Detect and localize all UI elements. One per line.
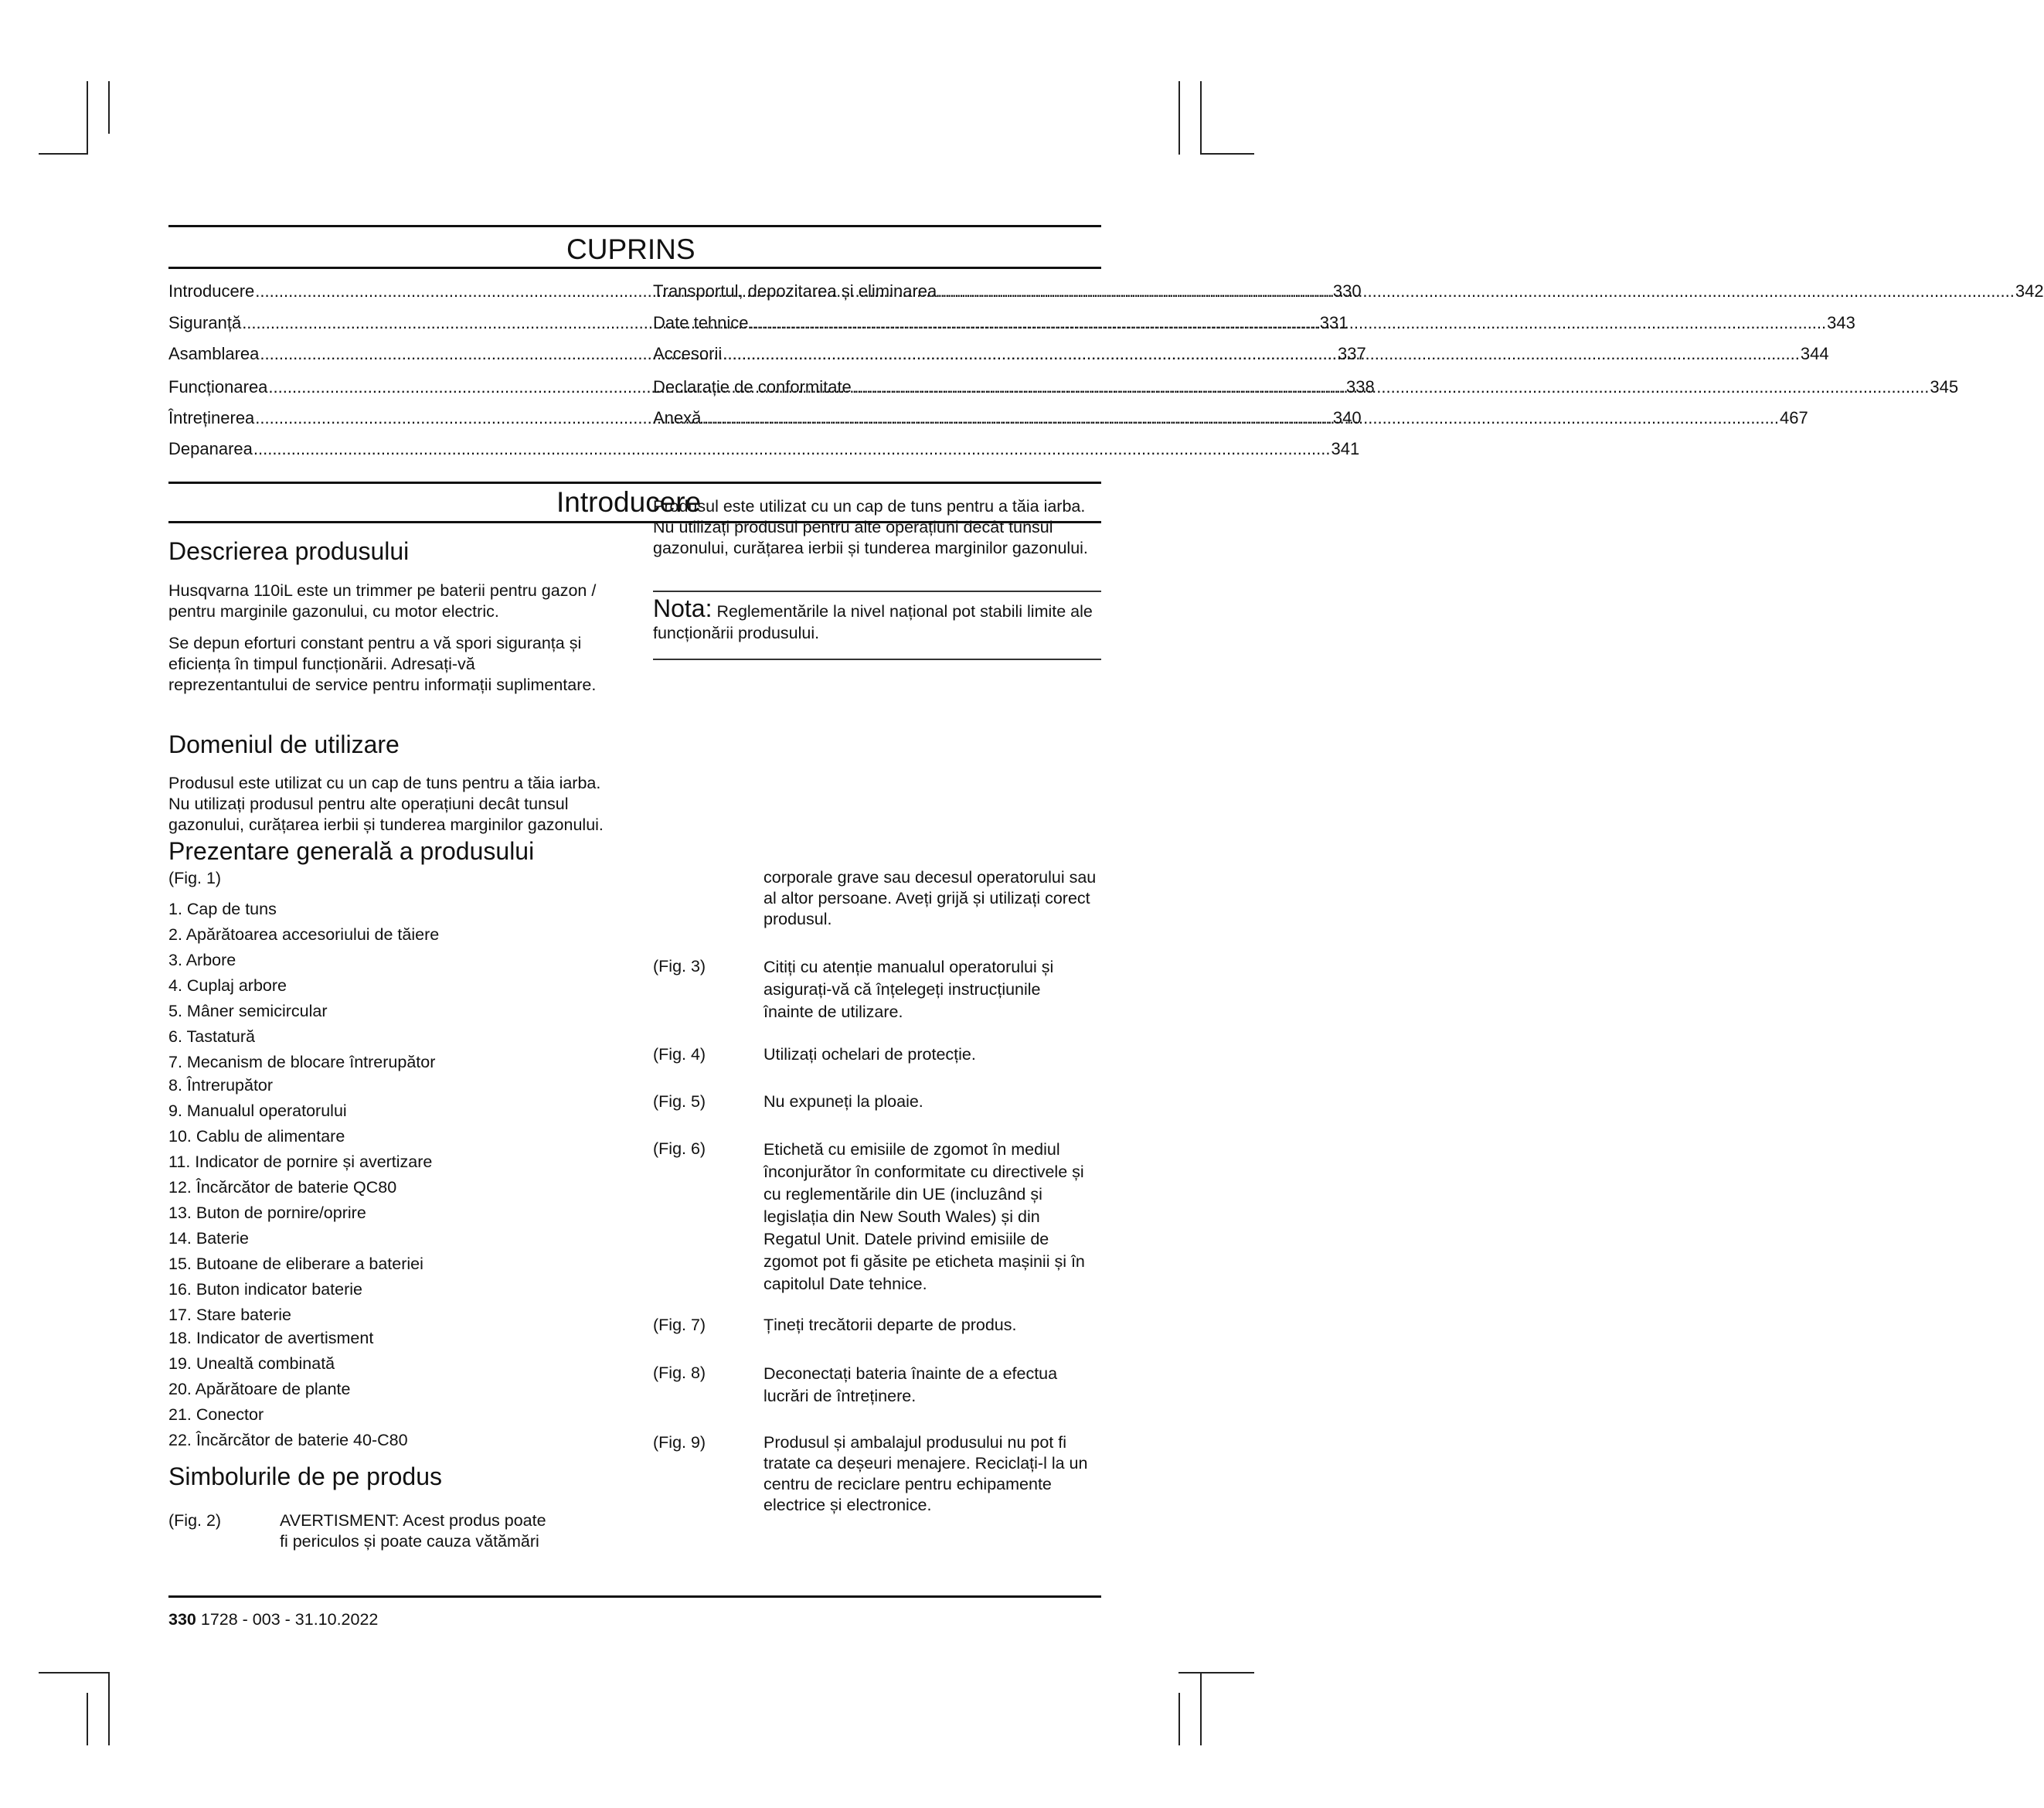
- toc-entry[interactable]: Depanarea ..... 341: [168, 438, 617, 461]
- list-item: 3. Arbore: [168, 951, 236, 969]
- fig-ref: (Fig. 9): [653, 1433, 706, 1452]
- list-item: 13. Buton de pornire/oprire: [168, 1204, 366, 1222]
- list-item: 5. Mâner semicircular: [168, 1002, 328, 1020]
- doc-code: 1728 - 003 - 31.10.2022: [200, 1610, 379, 1629]
- fig-ref: (Fig. 5): [653, 1092, 706, 1111]
- symbol-text: Etichetă cu emisiile de zgomot în mediul înconjurător în conformitate cu directivele și cu reglementările din UE (incluzând și legislația din New South Wales) și din Regatul Unit. Datele privind emisiile de zgomot pot fi găsite pe eticheta mașinii și în capitolul Date tehnice.: [764, 1140, 1085, 1293]
- list-item: 14. Baterie: [168, 1229, 249, 1248]
- list-item: 19. Unealtă combinată: [168, 1354, 335, 1373]
- toc-entry[interactable]: Introducere ..... 330: [168, 280, 617, 303]
- page-number: 330: [168, 1610, 196, 1629]
- symbol-text: Produsul și ambalajul produsului nu pot fi tratate ca deșeuri menajere. Reciclați-l la un centru de reciclare pentru echipamente electrice și electronice.: [764, 1433, 1088, 1514]
- list-item: 15. Butoane de eliberare a bateriei: [168, 1255, 423, 1273]
- list-item: 6. Tastatură: [168, 1027, 255, 1046]
- list-item: 20. Apărătoare de plante: [168, 1380, 351, 1398]
- fig-ref: (Fig. 6): [653, 1139, 706, 1158]
- footer: [168, 1609, 378, 1630]
- descriere-paragraph-2: Se depun eforturi constant pentru a vă spori siguranța și eficiența în timpul funcționării. Adresați-vă reprezentantului de service pentru informații suplimentare.: [168, 634, 597, 694]
- intro-title: Introducere: [556, 486, 702, 518]
- list-item: 10. Cablu de alimentare: [168, 1127, 345, 1146]
- fig-ref: (Fig. 2): [168, 1511, 222, 1530]
- fig-ref: (Fig. 7): [653, 1316, 706, 1334]
- overview-heading: Prezentare generală a produsului: [168, 837, 535, 865]
- list-item: 7. Mecanism de blocare întrerupător: [168, 1053, 436, 1071]
- nota-block: [653, 594, 1097, 644]
- toc-entry[interactable]: Asamblarea ..... 337: [168, 342, 617, 366]
- toc-entry[interactable]: Date tehnice ..... 343: [653, 312, 1101, 335]
- toc-entry[interactable]: Anexă ..... 467: [653, 407, 1101, 430]
- domeniu-paragraph-continued: [653, 497, 1097, 580]
- domeniu-paragraph: Produsul este utilizat cu un cap de tuns pentru a tăia iarba. Nu utilizați produsul pentru alte operațiuni decât tunsul gazonului, curățarea ierbii și tunderea marginilor gazonului.: [168, 774, 604, 834]
- list-item: 18. Indicator de avertisment: [168, 1329, 374, 1347]
- toc-bottom-rule: [168, 267, 1101, 269]
- symbol-text: Nu expuneți la ploaie.: [764, 1092, 923, 1111]
- fig-ref: (Fig. 3): [653, 957, 706, 976]
- intro-top-rule: [168, 482, 1101, 484]
- list-item: 16. Buton indicator baterie: [168, 1280, 362, 1299]
- symbol-text: Țineți trecătorii departe de produs.: [764, 1316, 1017, 1334]
- list-item: 2. Apărătoarea accesoriului de tăiere: [168, 925, 440, 944]
- toc-title: CUPRINS: [566, 233, 696, 265]
- list-item: 4. Cuplaj arbore: [168, 976, 287, 995]
- fig-ref: (Fig. 8): [653, 1364, 706, 1382]
- list-item: 11. Indicator de pornire și avertizare: [168, 1153, 433, 1171]
- nota-bottom-rule: [653, 659, 1101, 660]
- nota-label: Nota:: [653, 594, 713, 622]
- list-item: 12. Încărcător de baterie QC80: [168, 1178, 397, 1197]
- toc-top-rule: [168, 225, 1101, 227]
- toc-entry[interactable]: Accesorii ..... 344: [653, 342, 1101, 366]
- symbol-text: Deconectați bateria înainte de a efectua lucrări de întreținere.: [764, 1364, 1058, 1405]
- symbol-text: Utilizați ochelari de protecție.: [764, 1045, 976, 1064]
- overview-fig-ref: (Fig. 1): [168, 869, 222, 887]
- descriere-paragraph-1: Husqvarna 110iL este un trimmer pe baterii pentru gazon / pentru marginile gazonului, cu motor electric.: [168, 581, 597, 621]
- toc-entry[interactable]: Întreținerea ..... 340: [168, 407, 617, 430]
- domeniu-heading: Domeniul de utilizare: [168, 730, 400, 758]
- list-item: 17. Stare baterie: [168, 1306, 291, 1324]
- nota-top-rule: [653, 591, 1101, 592]
- symbol-text: Citiți cu atenție manualul operatorului și asigurați-vă că înțelegeți instrucțiunile înainte de utilizare.: [764, 958, 1054, 1021]
- symbol-text-part2: corporale grave sau decesul operatorului sau al altor persoane. Aveți grijă și utilizați corect produsul.: [764, 868, 1097, 928]
- symbols-heading: Simbolurile de pe produs: [168, 1462, 442, 1490]
- list-item: 8. Întrerupător: [168, 1076, 274, 1095]
- descriere-heading: Descrierea produsului: [168, 537, 410, 565]
- list-item: 21. Conector: [168, 1405, 264, 1424]
- toc-entry[interactable]: Transportul, depozitarea și eliminarea ..... 342: [653, 280, 1101, 303]
- fig-ref: (Fig. 4): [653, 1045, 706, 1064]
- nota-text: Reglementările la nivel național pot stabili limite ale funcționării produsului.: [653, 602, 1093, 642]
- list-item: 1. Cap de tuns: [168, 900, 277, 918]
- toc-entry[interactable]: Declarație de conformitate ..... 345: [653, 376, 1101, 399]
- domeniu-continued-flow: Produsul este utilizat cu un cap de tuns pentru a tăia iarba. Nu utilizați produsul pentru alte operațiuni decât tunsul gazonului, curățarea ierbii și tunderea marginilor gazonului.: [653, 497, 1088, 557]
- symbol-text-part1: AVERTISMENT: Acest produs poate fi periculos și poate cauza vătămări: [280, 1511, 546, 1551]
- footer-rule: [168, 1595, 1101, 1598]
- list-item: 9. Manualul operatorului: [168, 1101, 347, 1120]
- toc-entry[interactable]: Siguranță ..... 331: [168, 312, 617, 335]
- list-item: 22. Încărcător de baterie 40-C80: [168, 1431, 408, 1449]
- toc-entry[interactable]: Funcționarea ..... 338: [168, 376, 617, 399]
